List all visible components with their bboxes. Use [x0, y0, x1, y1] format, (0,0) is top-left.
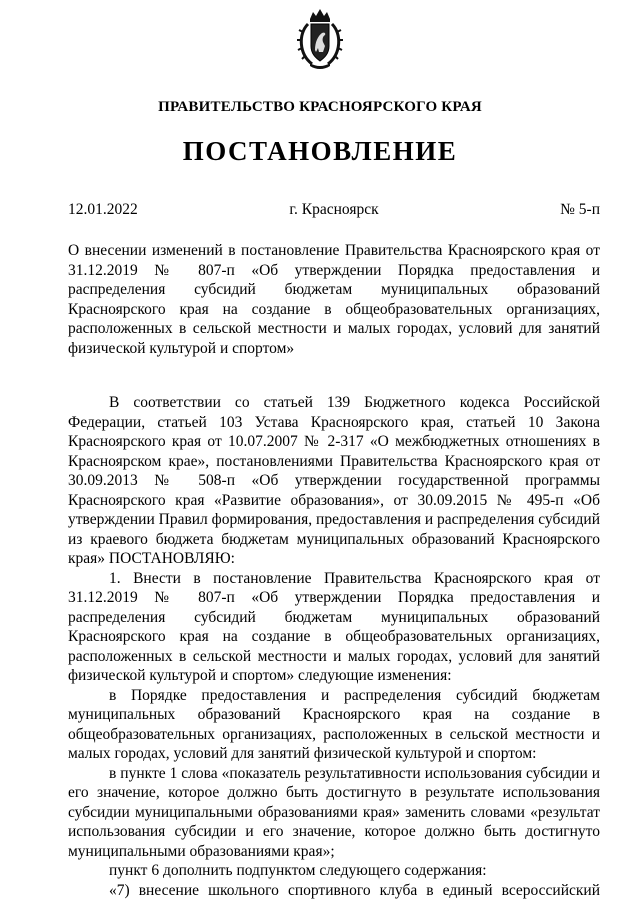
body-paragraph: «7) внесение школьного спортивного клуба в единый всероссийский	[109, 881, 600, 899]
document-date: 12.01.2022	[68, 201, 138, 218]
body-paragraph: в Порядке предоставления и распределения субсидий бюджетам муниципальных образований Красноярского края на создание в общеобразовательных организациях, расположенных в сельской местности и малых городах, условий для занятий физической культурой и спортом:	[68, 686, 600, 762]
document-meta	[68, 201, 600, 221]
document-city: г. Красноярск	[289, 201, 379, 218]
body-paragraph: В соответствии со статьей 139 Бюджетного кодекса Российской Федерации, статьей 103 Устава Красноярского края, статьей 10 Закона Красноярского края от 10.07.2007 № 2-317 «О межбюджетных отношениях в Красноярском крае», постановлениями Правительства Красноярского края от 30.09.2013 № 508-п «Об утверждении государственной программы Красноярского края «Развитие образования», от 30.09.2015 № 495-п «Об утверждении Правил формирования, предоставления и распределения субсидий из краевого бюджета бюджетам муниципальных образований Красноярского края» ПОСТАНОВЛЯЮ:	[68, 394, 600, 567]
document-body	[68, 393, 600, 900]
body-paragraph: 1. Внести в постановление Правительства Красноярского края от 31.12.2019 № 807-п «Об утверждении Порядка предоставления и распределения субсидий бюджетам муниципальных образований Красноярского края на создание в общеобразовательных организациях, расположенных в сельской местности и малых городах, условий для занятий физической культурой и спортом» следующие изменения:	[68, 569, 600, 684]
document-type: ПОСТАНОВЛЕНИЕ	[182, 136, 458, 166]
body-paragraph: пункт 6 дополнить подпунктом следующего содержания:	[109, 862, 487, 879]
coat-of-arms-icon	[296, 6, 344, 70]
government-title: ПРАВИТЕЛЬСТВО КРАСНОЯРСКОГО КРАЯ	[158, 99, 482, 115]
body-paragraph: в пункте 1 слова «показатель результативности использования субсидии и его значение, которое должно быть достигнуто в результате использования субсидии муниципальными образованиями края» заменить словами «результат использования субсидии и его значение, которое должно быть достигнуто муниципальными образованиями края»;	[68, 764, 600, 860]
document-subject: О внесении изменений в постановление Правительства Красноярского края от 31.12.2019 № 807-п «Об утверждении Порядка предоставления и распределения субсидий бюджетам муниципальных образований Красноярского края на создание в общеобразовательных организациях, расположенных в сельской местности и малых городах, условий для занятий физической культурой и спортом»	[68, 242, 600, 357]
document-number: № 5-п	[560, 201, 600, 218]
